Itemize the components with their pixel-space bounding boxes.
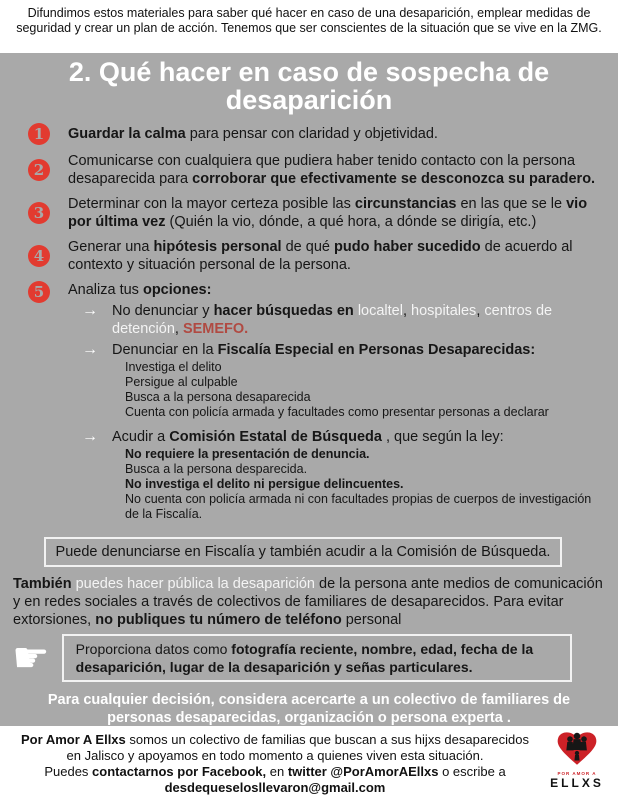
option-search-text: No denunciar y hacer búsquedas en localtel, hospitales, centros de detención, SEMEFO. xyxy=(112,303,553,337)
step-3 xyxy=(28,195,600,231)
publicity-paragraph: También puedes hacer pública la desaparición de la persona ante medios de comunicación y en redes sociales a través de colectivos de familiares de desaparecidos. Para evitar extorsiones, no publiques tu número de teléfono personal xyxy=(13,576,603,628)
fiscalia-details xyxy=(125,360,600,420)
step-4 xyxy=(28,238,600,274)
option-fiscalia xyxy=(82,341,600,425)
step-1-text: Guardar la calma para pensar con claridad y objetividad. xyxy=(68,126,438,142)
footer-about-text: Por Amor A Ellxs somos un colectivo de familias que buscan a sus hijxs desaparecidos en Jalisco y apoyamos en todo momento a quienes viven esta situación. xyxy=(21,732,529,763)
option-comision xyxy=(82,428,600,527)
step-4-text: Generar una hipótesis personal de qué pudo haber sucedido de acuerdo al contexto y situación personal de la persona. xyxy=(68,239,573,273)
step-3-number-badge: 3 xyxy=(28,202,50,224)
heart-people-icon xyxy=(552,729,602,771)
pointing-hand-icon: ☛ xyxy=(12,633,50,682)
comision-detail: No investiga el delito ni persigue delincuentes. xyxy=(125,477,404,491)
step-5-number-badge: 5 xyxy=(28,281,50,303)
main-section xyxy=(0,53,618,726)
fiscalia-detail: Cuenta con policía armada y facultades como presentar personas a declarar xyxy=(125,405,549,419)
logo-tagline: POR AMOR A xyxy=(557,771,597,776)
comision-detail: No cuenta con policía armada ni con facultades propias de cuerpos de investigación de la Fiscalía. xyxy=(125,492,592,521)
option-comision-title: Acudir a Comisión Estatal de Búsqueda , que según la ley: xyxy=(112,429,504,445)
arrow-right-icon: → xyxy=(82,341,98,358)
data-tip-box: Proporciona datos como fotografía reciente, nombre, edad, fecha de la desaparición, lugar de la desaparición y señas particulares. xyxy=(62,634,572,682)
fiscalia-detail: Investiga el delito xyxy=(125,360,222,374)
option-fiscalia-title: Denunciar en la Fiscalía Especial en Personas Desaparecidas: xyxy=(112,342,536,358)
page-title: 2. Qué hacer en caso de sospecha de desaparición xyxy=(68,57,550,115)
step-2 xyxy=(28,152,600,188)
step-1 xyxy=(28,123,600,145)
step-4-number-badge: 4 xyxy=(28,245,50,267)
logo-name: ELLXS xyxy=(550,776,604,790)
comision-detail: Busca a la persona desparecida. xyxy=(125,462,308,476)
steps-list xyxy=(0,121,618,530)
closing-advice: Para cualquier decisión, considera acercarte a un colectivo de familiares de personas desaparecidas, organización o persona experta . xyxy=(47,692,571,726)
comision-detail: No requiere la presentación de denuncia. xyxy=(125,447,370,461)
data-tip-row xyxy=(12,634,572,682)
intro-text: Difundimos estos materiales para saber qué hacer en caso de una desaparición, emplear medidas de seguridad y crear un plan de acción. Tenemos que ser conscientes de la situación que se vive en la ZMG. xyxy=(16,6,602,35)
arrow-right-icon: → xyxy=(82,302,98,319)
step-2-number-badge: 2 xyxy=(28,159,50,181)
comision-details xyxy=(125,447,600,522)
step-5 xyxy=(28,281,600,530)
footer-contact-text: Puedes contactarnos por Facebook, en twitter @PorAmorAEllxs o escribe a desdequeselosllevaron@gmail.com xyxy=(44,764,506,795)
denuncia-note-box: Puede denunciarse en Fiscalía y también acudir a la Comisión de Búsqueda. xyxy=(44,537,562,567)
arrow-right-icon: → xyxy=(82,428,98,445)
step-5-text: Analiza tus opciones: xyxy=(68,282,212,298)
fiscalia-detail: Persigue al culpable xyxy=(125,375,238,389)
step-2-text: Comunicarse con cualquiera que pudiera haber tenido contacto con la persona desaparecida para corroborar que efectivamente se desconozca su paradero. xyxy=(68,153,596,187)
step-3-text: Determinar con la mayor certeza posible las circunstancias en las que se le vio por última vez (Quién la vio, dónde, a qué hora, a dónde se dirigía, etc.) xyxy=(68,196,588,230)
ellxs-logo xyxy=(544,729,610,790)
option-search xyxy=(82,302,600,338)
footer xyxy=(0,726,618,800)
step-1-number-badge: 1 xyxy=(28,123,50,145)
options-list xyxy=(68,302,600,527)
step-5-body xyxy=(68,281,600,530)
fiscalia-detail: Busca a la persona desaparecida xyxy=(125,390,311,404)
